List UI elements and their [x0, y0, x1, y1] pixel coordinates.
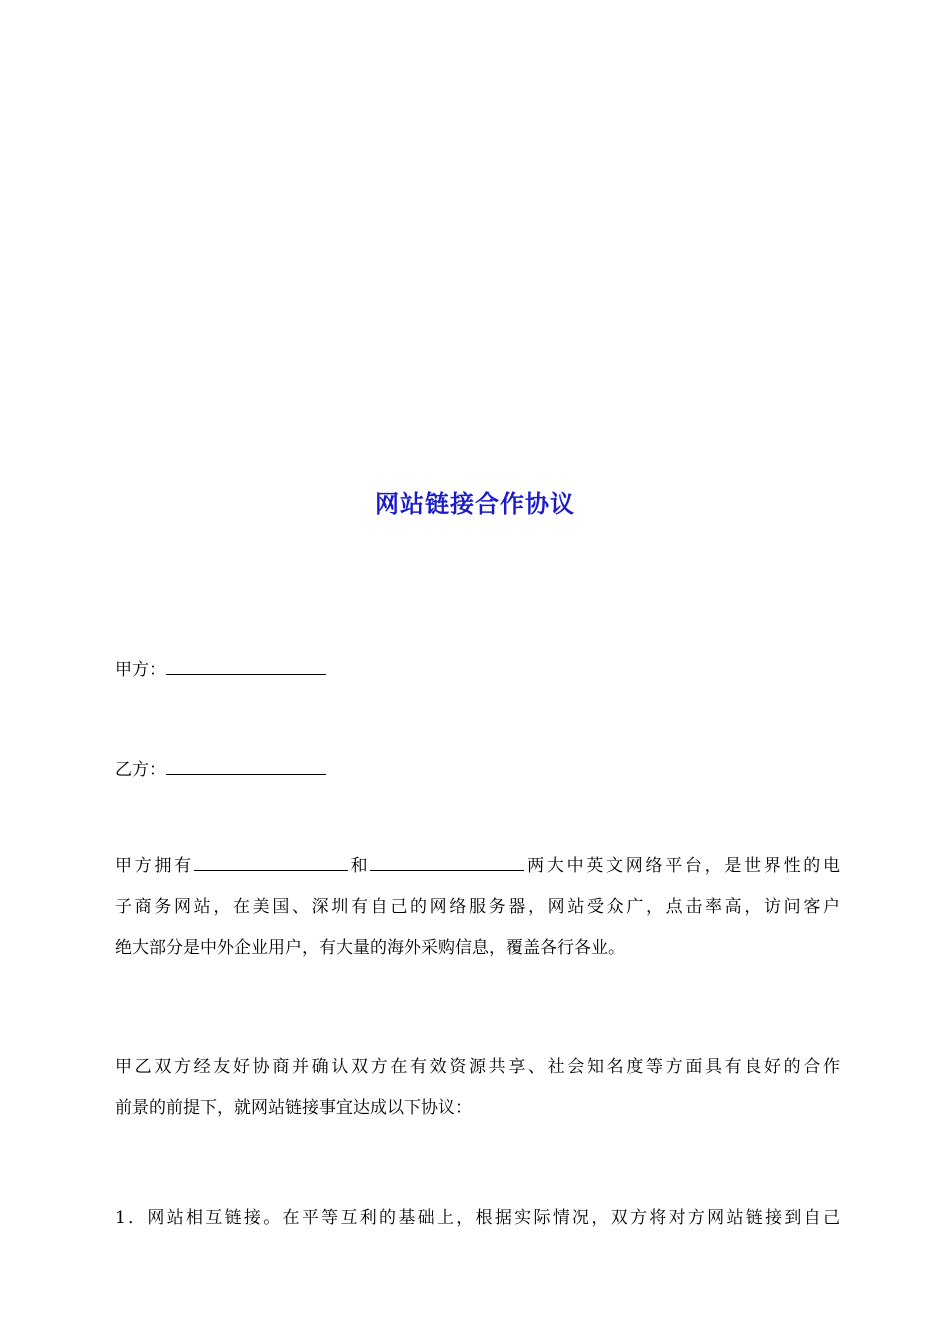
party-a-label: 甲方： [115, 660, 166, 680]
intro-line-1 [115, 846, 840, 887]
party-b-line [115, 758, 326, 782]
intro-line-3: 绝大部分是中外企业用户，有大量的海外采购信息，覆盖各行各业。 [115, 938, 625, 958]
consensus-line-1: 甲乙双方经友好协商并确认双方在有效资源共享、社会知名度等方面具有良好的合作 [115, 1057, 840, 1077]
clause-1-line-1: 1．网站相互链接。在平等互利的基础上，根据实际情况，双方将对方网站链接到自己 [115, 1208, 840, 1228]
party-a-blank [166, 658, 326, 675]
consensus-line-2: 前景的前提下，就网站链接事宜达成以下协议： [115, 1098, 472, 1118]
intro-line-1-start: 甲方拥有 [115, 856, 194, 876]
platform-1-blank [194, 854, 348, 871]
clause-1-paragraph [115, 1198, 840, 1239]
intro-paragraph [115, 846, 840, 969]
party-b-label: 乙方： [115, 760, 166, 780]
intro-line-2: 子商务网站，在美国、深圳有自己的网络服务器，网站受众广，点击率高，访问客户 [115, 897, 840, 917]
party-a-line [115, 658, 326, 682]
intro-line-1-mid: 和 [347, 856, 371, 876]
party-b-blank [166, 758, 326, 775]
intro-line-1-end: 两大中英文网络平台，是世界性的电 [524, 856, 841, 876]
consensus-paragraph [115, 1047, 840, 1129]
document-title: 网站链接合作协议 [375, 489, 575, 518]
platform-2-blank [370, 854, 524, 871]
